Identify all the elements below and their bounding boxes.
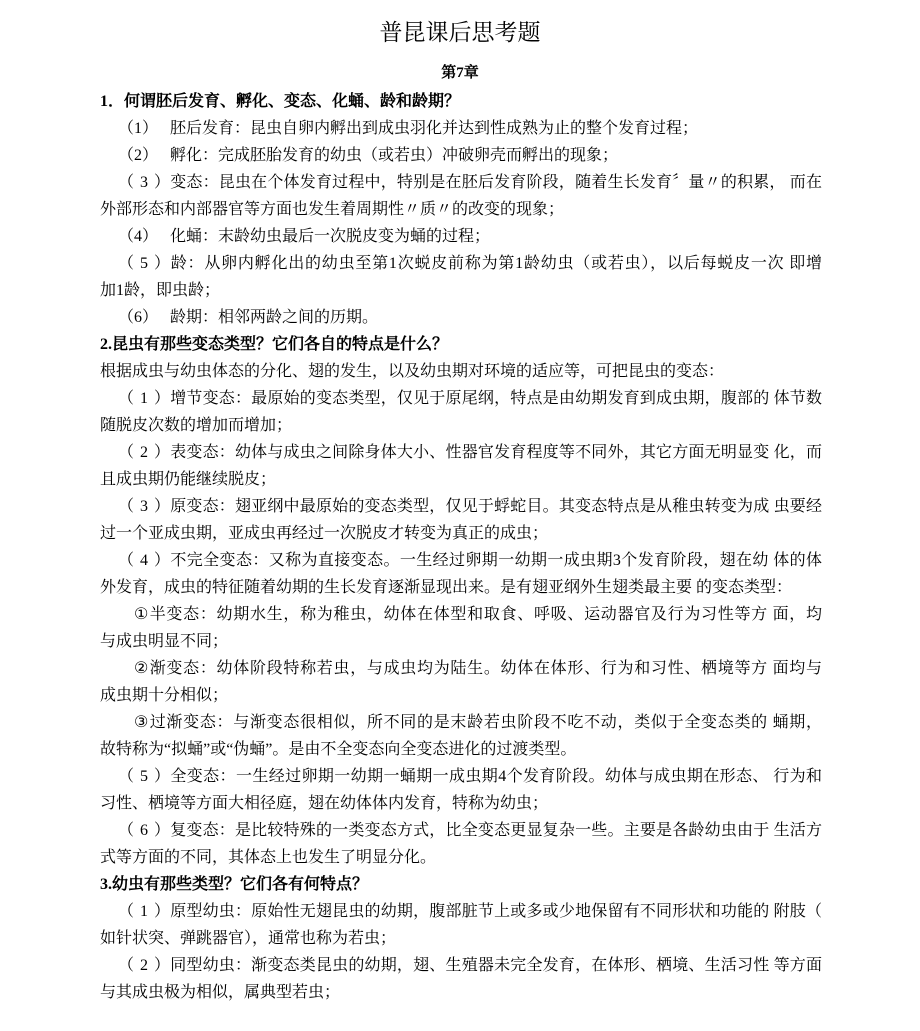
answer-text: 同型幼虫：渐变态类昆虫的幼期，翅、生殖器未完全发育，在体形、栖境、生活习性 等方面	[170, 957, 822, 974]
item-number: （1）	[118, 903, 170, 920]
answer-text: 原变态：翅亚纲中最原始的变态类型，仅见于蜉蛇目。其变态特点是从稚虫转变为成 虫要经	[170, 498, 822, 515]
answer-text: 全变态：一生经过卵期一幼期一蛹期一成虫期4个发育阶段。幼体与成虫期在形态、 行为和	[170, 768, 822, 785]
answer-item	[100, 952, 822, 979]
item-number: （1）	[118, 120, 159, 137]
answer-text-continued: 外部形态和内部器官等方面也发生着周期性〃质〃的改变的现象；	[100, 201, 565, 218]
document-title: 普昆课后思考题	[379, 20, 541, 45]
item-number: （5）	[118, 255, 170, 272]
answer-item	[100, 142, 822, 169]
answer-text-continued: 外发育，成虫的特征随着幼期的生长发育逐渐显现出来。是有翅亚纲外生翅类最主要 的变态类型：	[100, 579, 793, 596]
item-number: （4）	[118, 552, 170, 569]
answer-text-continued: 过一个亚成虫期，亚成虫再经过一次脱皮才转变为真正的成虫；	[100, 525, 549, 542]
item-number: （1）	[118, 390, 170, 407]
question-heading: 3.幼虫有那些类型？它们各有何特点？	[100, 876, 369, 893]
item-number: （3）	[118, 174, 170, 191]
answer-text-continued: 习性、栖境等方面大相径庭，翅在幼体体内发育，特称为幼虫；	[100, 795, 549, 812]
answer-item	[100, 547, 822, 574]
answer-text: 过渐变态：与渐变态很相似，所不同的是末龄若虫阶段不吃不动，类似于全变态类的 蛹期，	[149, 714, 822, 731]
answer-item	[100, 169, 822, 196]
chapter-heading: 第7章	[441, 65, 479, 81]
answer-item	[100, 439, 822, 466]
answer-text: 渐变态：幼体阶段特称若虫，与成虫均为陆生。幼体在体形、行为和习性、栖境等方 面均与	[149, 660, 822, 677]
question-heading: 1．何谓胚后发育、孵化、变态、化蛹、龄和龄期？	[100, 93, 461, 110]
question-heading: 2.昆虫有那些变态类型？它们各自的特点是什么？	[100, 336, 449, 353]
answer-text: 不完全变态：又称为直接变态。一生经过卵期一幼期一成虫期3个发育阶段，翅在幼 体的体	[170, 552, 822, 569]
intro-paragraph: 根据成虫与幼虫体态的分化、翅的发生，以及幼虫期对环境的适应等，可把昆虫的变态：	[100, 363, 725, 380]
answer-item	[100, 115, 822, 142]
sub-item-number: ①	[134, 606, 149, 623]
answer-text: 胚后发育：昆虫自卵内孵出到成虫羽化并达到性成熟为止的整个发育过程；	[170, 120, 699, 137]
item-number: （2）	[118, 147, 159, 164]
answer-text-continued: 故特称为“拟蛹”或“伪蛹”。是由不全变态向全变态进化的过渡类型。	[100, 741, 577, 758]
answer-item	[100, 250, 822, 277]
answer-text: 变态：昆虫在个体发育过程中，特别是在胚后发育阶段，随着生长发育〞量〃的积累， 而在	[170, 174, 822, 191]
answer-text: 孵化：完成胚胎发育的幼虫（或若虫）冲破卵壳而孵出的现象；	[170, 147, 619, 164]
item-number: （5）	[118, 768, 170, 785]
answer-item	[100, 493, 822, 520]
answer-text: 原型幼虫：原始性无翅昆虫的幼期，腹部脏节上或多或少地保留有不同形状和功能的 附肢（	[170, 903, 822, 920]
sub-item	[100, 709, 822, 736]
answer-text-continued: 成虫期十分相似；	[100, 687, 229, 704]
sub-item	[100, 601, 822, 628]
item-number: （6）	[118, 822, 170, 839]
sub-item-number: ③	[134, 714, 149, 731]
answer-text: 表变态：幼体与成虫之间除身体大小、性器官发育程度等不同外，其它方面无明显变 化，而	[170, 444, 822, 461]
answer-text-continued: 与成虫明显不同；	[100, 633, 229, 650]
item-number: （3）	[118, 498, 170, 515]
answer-item	[100, 763, 822, 790]
answer-text: 增节变态：最原始的变态类型，仅见于原尾纲，特点是由幼期发育到成虫期，腹部的 体节数	[170, 390, 822, 407]
answer-text: 龄期：相邻两龄之间的历期。	[170, 309, 379, 326]
item-number: （2）	[118, 957, 170, 974]
answer-text-continued: 与其成虫极为相似，属典型若虫；	[100, 984, 341, 1001]
sub-item-number: ②	[134, 660, 149, 677]
answer-text-continued: 式等方面的不同，其体态上也发生了明显分化。	[100, 849, 437, 866]
item-number: （6）	[118, 309, 159, 326]
answer-item	[100, 817, 822, 844]
answer-text: 复变态：是比较特殊的一类变态方式，比全变态更显复杂一些。主要是各龄幼虫由于 生活方	[170, 822, 822, 839]
answer-text: 化蛹：末龄幼虫最后一次脱皮变为蛹的过程；	[170, 228, 491, 245]
sub-item	[100, 655, 822, 682]
answer-text: 半变态：幼期水生，称为稚虫，幼体在体型和取食、呼吸、运动器官及行为习性等方 面，均	[149, 606, 822, 623]
answer-text-continued: 如针状突、弹跳器官），通常也称为若虫；	[100, 930, 397, 947]
answer-item	[100, 223, 822, 250]
answer-text-continued: 且成虫期仍能继续脱皮；	[100, 471, 277, 488]
item-number: （2）	[118, 444, 170, 461]
document-body	[100, 88, 822, 1006]
answer-text-continued: 随脱皮次数的增加而增加；	[100, 417, 293, 434]
item-number: （4）	[118, 228, 159, 245]
answer-text-continued: 加1龄，即虫龄；	[100, 282, 221, 299]
answer-text: 龄：从卵内孵化出的幼虫至第1次蜕皮前称为第1龄幼虫（或若虫），以后每蜕皮一次 即增	[170, 255, 822, 272]
answer-item	[100, 898, 822, 925]
answer-item	[100, 304, 822, 331]
answer-item	[100, 385, 822, 412]
